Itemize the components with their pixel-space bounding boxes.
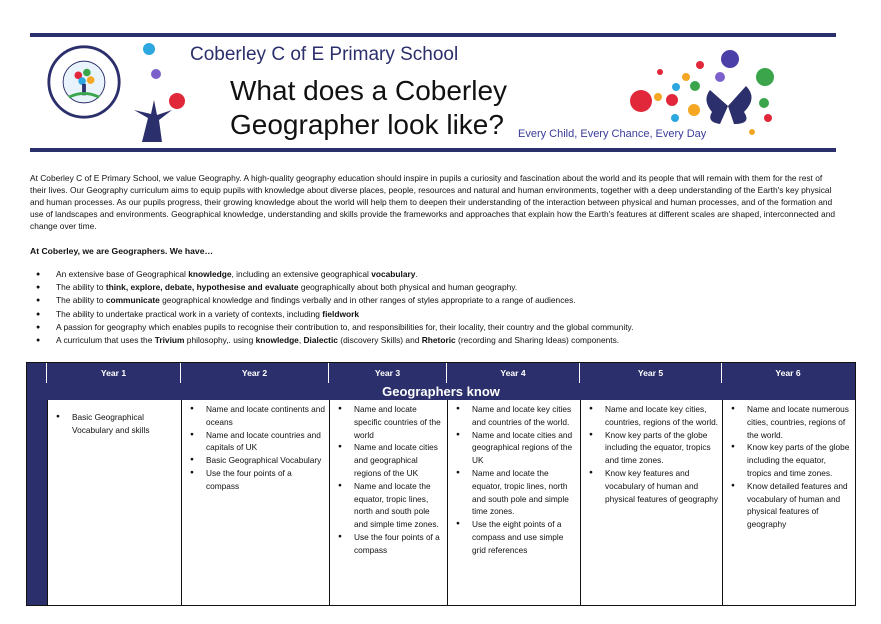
header-year-4: Year 4	[447, 363, 580, 383]
list-item: ● Name and locate the equator, tropic lines, north and south pole and simple time zones.	[334, 480, 443, 531]
tree-silhouette	[134, 100, 172, 142]
list-item: ● The ability to think, explore, debate, hypothesise and evaluate geographically about both physical and human geography.	[30, 281, 840, 294]
title-line-1: What does a Coberley	[230, 75, 508, 106]
list-item: ● Name and locate specific countries of the world	[334, 403, 443, 441]
geographer-qualities-list	[30, 268, 840, 347]
list-item: ● Know key parts of the globe including the equator, tropics and time zones.	[727, 441, 850, 479]
school-motto: Every Child, Every Chance, Every Day	[518, 128, 707, 140]
header-year-6: Year 6	[775, 368, 801, 378]
list-item: ● Name and locate numerous cities, countries, regions of the world.	[727, 403, 850, 441]
intro-paragraph: At Coberley C of E Primary School, we value Geography. A high-quality geography education should inspire in pupils a curiosity and fascination about the world and its people that will remain with them for the rest of their lives. Our Geography curriculum aims to equip pupils with knowledge about diverse places, people, resources and natural and human environments, together with a deep understanding of the Earth's key physical and human processes. As our pupils progress, their growing knowledge about the world will help them to deepen their understanding of the interaction between physical and human processes, and of the formation and use of landscapes and environments. Geographical knowledge, understanding and skills provide the frameworks and approaches that explain how the Earth's features at different scales are shaped, interconnected and change over time.	[30, 173, 836, 232]
header-year-3: Year 3	[329, 363, 447, 383]
butterfly-icon	[706, 86, 751, 124]
list-item: ● The ability to communicate geographical knowledge and findings verbally and in other ranges of styles appropriate to a range of audiences.	[30, 294, 840, 307]
curriculum-table	[26, 362, 856, 606]
list-item: ● The ability to undertake practical work in a variety of contexts, including fieldwork	[30, 308, 840, 321]
table-header-row	[27, 363, 855, 383]
list-item: ● Know detailed features and vocabulary of human and physical features of geography	[727, 480, 850, 531]
cell-year-3	[329, 400, 447, 605]
list-item: ● Name and locate countries and capitals of UK	[186, 429, 325, 455]
school-name: Coberley C of E Primary School	[190, 44, 459, 65]
cell-year-1	[47, 400, 181, 605]
header-banner	[30, 38, 836, 152]
page-title	[230, 74, 507, 142]
list-item: ● A passion for geography which enables pupils to recognise their contribution to, and responsibilities for, their locality, their country and the global community.	[30, 321, 840, 334]
list-item: ● Basic Geographical Vocabulary	[186, 454, 325, 467]
list-item: ● Name and locate key cities, countries, regions of the world.	[585, 403, 718, 429]
cell-year-5	[580, 400, 722, 605]
list-item: ● Name and locate cities and geographical regions of the UK	[452, 429, 576, 467]
header-year-1: Year 1	[47, 363, 181, 383]
header-year-2: Year 2	[181, 363, 329, 383]
list-item: ● Name and locate key cities and countries of the world.	[452, 403, 576, 429]
list-item: ● Know key features and vocabulary of human and physical features of geography	[585, 467, 718, 505]
list-item: ● Name and locate continents and oceans	[186, 403, 325, 429]
header-bottom-rule	[30, 148, 836, 152]
list-item: ● Name and locate cities and geographical regions of the UK	[334, 441, 443, 479]
cell-year-4	[447, 400, 580, 605]
header-year-5: Year 5	[580, 363, 722, 383]
section-band: Geographers know	[27, 383, 855, 400]
list-item: ● Name and locate the equator, tropic lines, north and south pole and simple time zones.	[452, 467, 576, 518]
row-spacer	[27, 400, 47, 605]
cell-year-2	[181, 400, 329, 605]
header-top-rule	[30, 33, 836, 37]
list-item: ● Use the four points of a compass	[186, 467, 325, 493]
list-item: ● Know key parts of the globe including the equator, tropics and time zones.	[585, 429, 718, 467]
list-item: ● Use the eight points of a compass and use simple grid references	[452, 518, 576, 556]
cell-year-6	[722, 400, 854, 605]
table-row	[27, 400, 855, 605]
section-subheading: At Coberley, we are Geographers. We have…	[30, 246, 214, 256]
list-item: ● Use the four points of a compass	[334, 531, 443, 557]
list-item: ● A curriculum that uses the Trivium philosophy,. using knowledge, Dialectic (discovery Skills) and Rhetoric (recording and Sharing Ideas) components.	[30, 334, 840, 347]
header-spacer	[27, 363, 47, 383]
list-item: ● Basic Geographical Vocabulary and skills	[52, 411, 177, 437]
school-logo	[46, 44, 122, 120]
title-line-2: Geographer look like?	[230, 109, 504, 140]
list-item: ● An extensive base of Geographical knowledge, including an extensive geographical vocabulary.	[30, 268, 840, 281]
